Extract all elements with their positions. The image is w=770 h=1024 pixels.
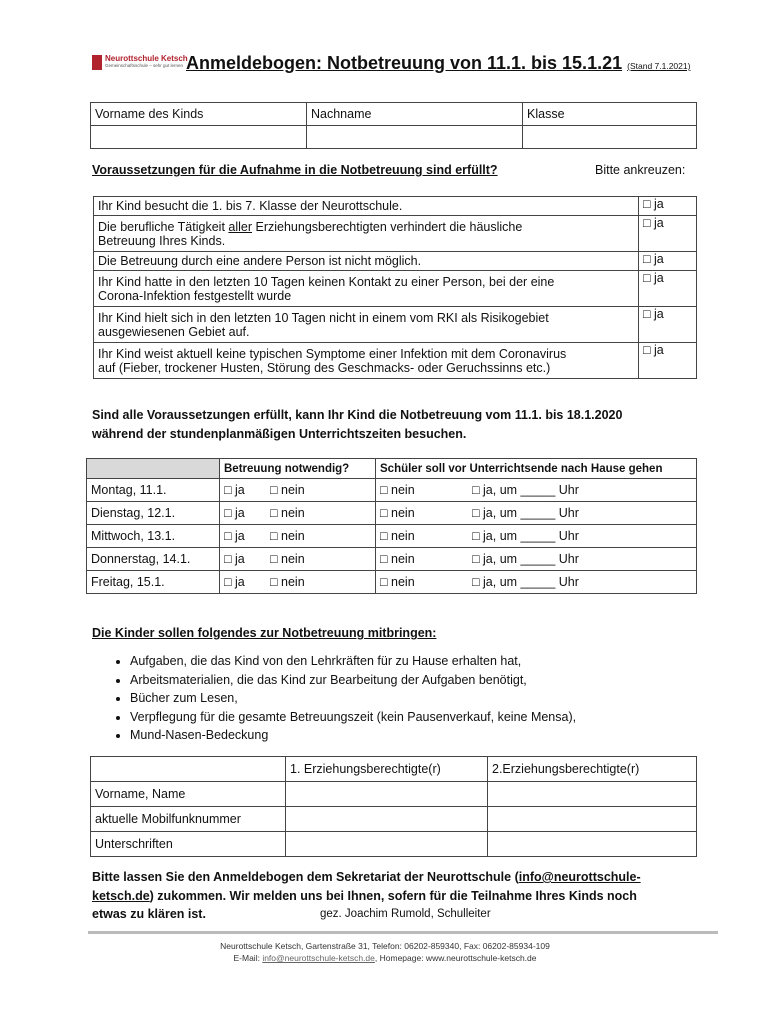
day-label: Montag, 11.1.: [87, 479, 220, 502]
checkbox-nein[interactable]: □ nein: [380, 483, 415, 497]
list-item: • Arbeitsmaterialien, die das Kind zur Bearbeitung der Aufgaben benötigt,: [130, 671, 576, 690]
school-logo: [92, 54, 188, 72]
requirements-table: [93, 196, 697, 379]
requirement-4: [94, 271, 639, 307]
need-options: [220, 502, 376, 525]
requirement-text: Corona-Infektion festgestellt wurde: [98, 288, 292, 303]
schedule-corner: [87, 459, 220, 479]
header-need: Betreuung notwendig?: [220, 459, 376, 479]
guardians-corner: [91, 757, 286, 782]
header-klasse: Klasse: [523, 103, 697, 126]
checkbox-ja[interactable]: □ ja: [224, 506, 245, 520]
closing-text: Bitte lassen Sie den Anmeldebogen dem Sekretariat der Neurottschule (: [92, 870, 519, 884]
field-guardian-1-signature[interactable]: [286, 832, 488, 857]
checkbox-ja[interactable]: □ ja: [643, 197, 664, 211]
row-label: aktuelle Mobilfunknummer: [91, 807, 286, 832]
home-options: [376, 479, 697, 502]
field-guardian-1-name[interactable]: [286, 782, 488, 807]
header-vorname: Vorname des Kinds: [91, 103, 307, 126]
requirement-text: Ihr Kind besucht die 1. bis 7. Klasse der Neurottschule.: [98, 199, 403, 213]
logo-mark-icon: [92, 55, 102, 70]
checkbox-nein[interactable]: □ nein: [270, 529, 305, 543]
need-options: [220, 571, 376, 594]
requirement-text: Die berufliche Tätigkeit: [98, 219, 229, 234]
checkbox-ja-um[interactable]: □ ja, um _____ Uhr: [472, 552, 579, 566]
header-guardian-1: 1. Erziehungsberechtigte(r): [286, 757, 488, 782]
field-klasse[interactable]: [523, 126, 697, 149]
footer-contact: [0, 953, 770, 963]
header-guardian-2: 2.Erziehungsberechtigte(r): [488, 757, 697, 782]
requirement-5: [94, 307, 639, 343]
requirement-1: [94, 197, 639, 216]
guardians-table: [90, 756, 697, 857]
checkbox-ja[interactable]: □ ja: [643, 307, 664, 321]
field-guardian-2-phone[interactable]: [488, 807, 697, 832]
page-title: [186, 53, 690, 74]
checkbox-ja[interactable]: □ ja: [643, 216, 664, 230]
field-guardian-1-phone[interactable]: [286, 807, 488, 832]
requirement-1-checkbox[interactable]: [639, 197, 697, 216]
field-nachname[interactable]: [307, 126, 523, 149]
checkbox-nein[interactable]: □ nein: [270, 506, 305, 520]
closing-line-1: [92, 870, 641, 884]
requirement-2-checkbox[interactable]: [639, 216, 697, 252]
checkbox-ja[interactable]: □ ja: [643, 252, 664, 266]
checkbox-nein[interactable]: □ nein: [380, 575, 415, 589]
requirements-heading: Voraussetzungen für die Aufnahme in die Notbetreuung sind erfüllt?: [92, 163, 498, 177]
info-line-1: Sind alle Voraussetzungen erfüllt, kann Ihr Kind die Notbetreuung vom 11.1. bis 18.1.2020: [92, 408, 623, 422]
checkbox-ja[interactable]: □ ja: [224, 552, 245, 566]
day-label: Freitag, 15.1.: [87, 571, 220, 594]
home-options: [376, 502, 697, 525]
closing-line-2: [92, 889, 637, 903]
need-options: [220, 479, 376, 502]
checkbox-ja-um[interactable]: □ ja, um _____ Uhr: [472, 575, 579, 589]
checkbox-ja[interactable]: □ ja: [643, 343, 664, 357]
day-label: Dienstag, 12.1.: [87, 502, 220, 525]
field-guardian-2-name[interactable]: [488, 782, 697, 807]
need-options: [220, 548, 376, 571]
requirement-text: Die Betreuung durch eine andere Person ist nicht möglich.: [98, 254, 422, 268]
footer-address: Neurottschule Ketsch, Gartenstraße 31, Telefon: 06202-859340, Fax: 06202-85934-109: [220, 941, 550, 951]
footer-homepage: , Homepage: www.neurottschule-ketsch.de: [374, 953, 537, 963]
bring-heading: Die Kinder sollen folgendes zur Notbetreuung mitbringen:: [92, 626, 437, 640]
footer-divider: [88, 931, 718, 934]
checkbox-ja-um[interactable]: □ ja, um _____ Uhr: [472, 506, 579, 520]
day-label: Mittwoch, 13.1.: [87, 525, 220, 548]
checkbox-ja[interactable]: □ ja: [224, 575, 245, 589]
requirement-3-checkbox[interactable]: [639, 252, 697, 271]
logo-name: Neurottschule Ketsch: [105, 54, 188, 63]
checkbox-nein[interactable]: □ nein: [380, 529, 415, 543]
header-nachname: Nachname: [307, 103, 523, 126]
row-label: Vorname, Name: [91, 782, 286, 807]
stand-date: (Stand 7.1.2021): [627, 61, 691, 71]
checkbox-nein[interactable]: □ nein: [380, 552, 415, 566]
field-vorname[interactable]: [91, 126, 307, 149]
logo-subline: Gemeinschaftsschule – sehr gut lernen: [105, 63, 184, 68]
checkbox-ja[interactable]: □ ja: [643, 271, 664, 285]
checkbox-ja[interactable]: □ ja: [224, 529, 245, 543]
title-text: Anmeldebogen: Notbetreuung von 11.1. bis 15.1.21: [186, 53, 623, 73]
closing-text: ) zukommen. Wir melden uns bei Ihnen, sofern für die Teilnahme Ihres Kinds noch: [149, 889, 637, 903]
home-options: [376, 525, 697, 548]
bring-list: [110, 652, 576, 745]
row-label: Unterschriften: [91, 832, 286, 857]
home-options: [376, 571, 697, 594]
checkbox-ja-um[interactable]: □ ja, um _____ Uhr: [472, 483, 579, 497]
signature: gez. Joachim Rumold, Schulleiter: [320, 908, 491, 920]
footer-email-label: E-Mail:: [233, 953, 263, 963]
requirement-text: Ihr Kind hielt sich in den letzten 10 Tagen nicht in einem vom RKI als Risikogebiet: [98, 310, 549, 325]
list-item: • Aufgaben, die das Kind von den Lehrkräften für zu Hause erhalten hat,: [130, 652, 576, 671]
checkbox-nein[interactable]: □ nein: [270, 575, 305, 589]
requirement-3: [94, 252, 639, 271]
requirement-text: Erziehungsberechtigten verhindert die häusliche: [252, 219, 523, 234]
closing-email-link[interactable]: info@neurottschule-: [518, 870, 641, 884]
requirement-text: Ihr Kind hatte in den letzten 10 Tagen keinen Kontakt zu einer Person, bei der eine: [98, 274, 555, 289]
requirement-text: auf (Fieber, trockener Husten, Störung des Geschmacks- oder Geruchssinns etc.): [98, 360, 551, 375]
requirement-4-checkbox[interactable]: [639, 271, 697, 307]
child-table: [90, 102, 697, 149]
requirement-text: Ihr Kind weist aktuell keine typischen Symptome einer Infektion mit dem Coronavirus: [98, 346, 567, 361]
info-line-2: während der stundenplanmäßigen Unterrichtszeiten besuchen.: [92, 427, 467, 441]
checkbox-ja[interactable]: □ ja: [224, 483, 245, 497]
requirements-hint: Bitte ankreuzen:: [595, 163, 686, 177]
schedule-table: [86, 458, 697, 594]
requirement-6-checkbox[interactable]: [639, 343, 697, 379]
list-item: • Verpflegung für die gesamte Betreuungszeit (kein Pausenverkauf, keine Mensa),: [130, 708, 576, 727]
home-options: [376, 548, 697, 571]
field-guardian-2-signature[interactable]: [488, 832, 697, 857]
requirement-2: [94, 216, 639, 252]
requirement-text: Betreuung Ihres Kinds.: [98, 233, 226, 248]
checkbox-ja-um[interactable]: □ ja, um _____ Uhr: [472, 529, 579, 543]
closing-line-3: etwas zu klären ist.: [92, 907, 206, 921]
requirement-5-checkbox[interactable]: [639, 307, 697, 343]
list-item: • Mund-Nasen-Bedeckung: [130, 726, 576, 745]
day-label: Donnerstag, 14.1.: [87, 548, 220, 571]
checkbox-nein[interactable]: □ nein: [380, 506, 415, 520]
checkbox-nein[interactable]: □ nein: [270, 552, 305, 566]
requirement-emphasis: aller: [228, 219, 253, 234]
requirement-6: [94, 343, 639, 379]
checkbox-nein[interactable]: □ nein: [270, 483, 305, 497]
need-options: [220, 525, 376, 548]
list-item: • Bücher zum Lesen,: [130, 689, 576, 708]
footer-email-link[interactable]: info@neurottschule-ketsch.de: [262, 953, 375, 963]
requirement-text: ausgewiesenen Gebiet auf.: [98, 324, 250, 339]
closing-email-link[interactable]: ketsch.de: [92, 889, 150, 903]
header-home: Schüler soll vor Unterrichtsende nach Hause gehen: [376, 459, 697, 479]
